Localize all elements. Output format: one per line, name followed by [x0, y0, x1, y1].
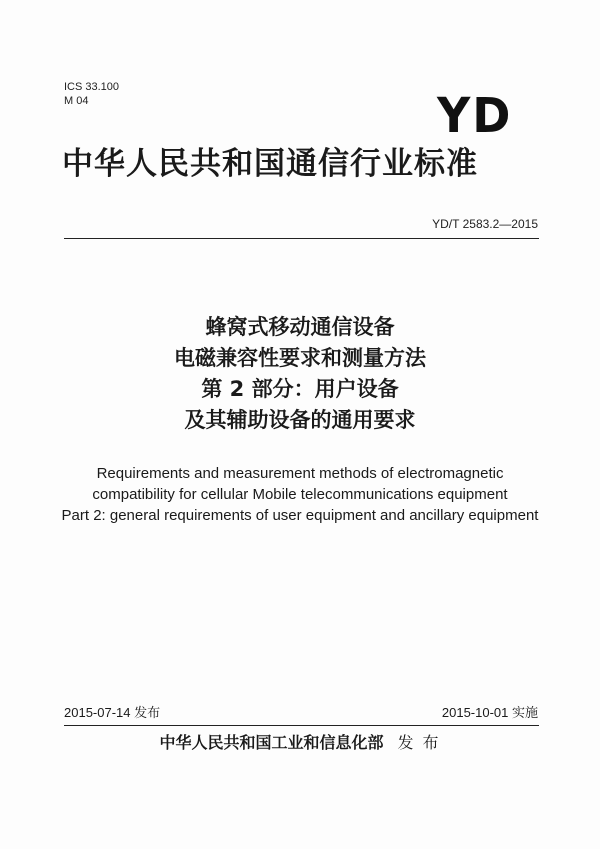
classification-codes [64, 80, 119, 108]
standard-number: YD/T 2583.2—2015 [432, 217, 538, 231]
chinese-title-line-3: 第 2 部分：用户设备 [201, 377, 399, 401]
publisher-action: 发 布 [397, 733, 441, 752]
english-title-line-1: Requirements and measurement methods of electromagnetic [96, 465, 504, 482]
footer-divider [64, 725, 539, 726]
ccs-code: M 04 [64, 95, 89, 107]
english-title-line-3: Part 2: general requirements of user equipment and ancillary equipment [61, 507, 539, 524]
english-title-line-2: compatibility for cellular Mobile telecommunications equipment [92, 486, 508, 503]
chinese-title [0, 312, 600, 436]
yd-logo: YD [437, 86, 513, 144]
ics-code: ICS 33.100 [64, 81, 120, 93]
publisher [0, 732, 600, 754]
chinese-title-line-2: 电磁兼容性要求和测量方法 [174, 346, 426, 370]
main-title: 中华人民共和国通信行业标准 [62, 146, 478, 182]
issue-date: 2015-07-14 发布 [64, 705, 161, 720]
publisher-name: 中华人民共和国工业和信息化部 [159, 733, 384, 752]
chinese-title-line-1: 蜂窝式移动通信设备 [205, 315, 395, 339]
header-divider [64, 238, 539, 239]
chinese-title-line-4: 及其辅助设备的通用要求 [184, 408, 416, 432]
implementation-date: 2015-10-01 实施 [441, 705, 538, 720]
english-title [0, 463, 600, 526]
